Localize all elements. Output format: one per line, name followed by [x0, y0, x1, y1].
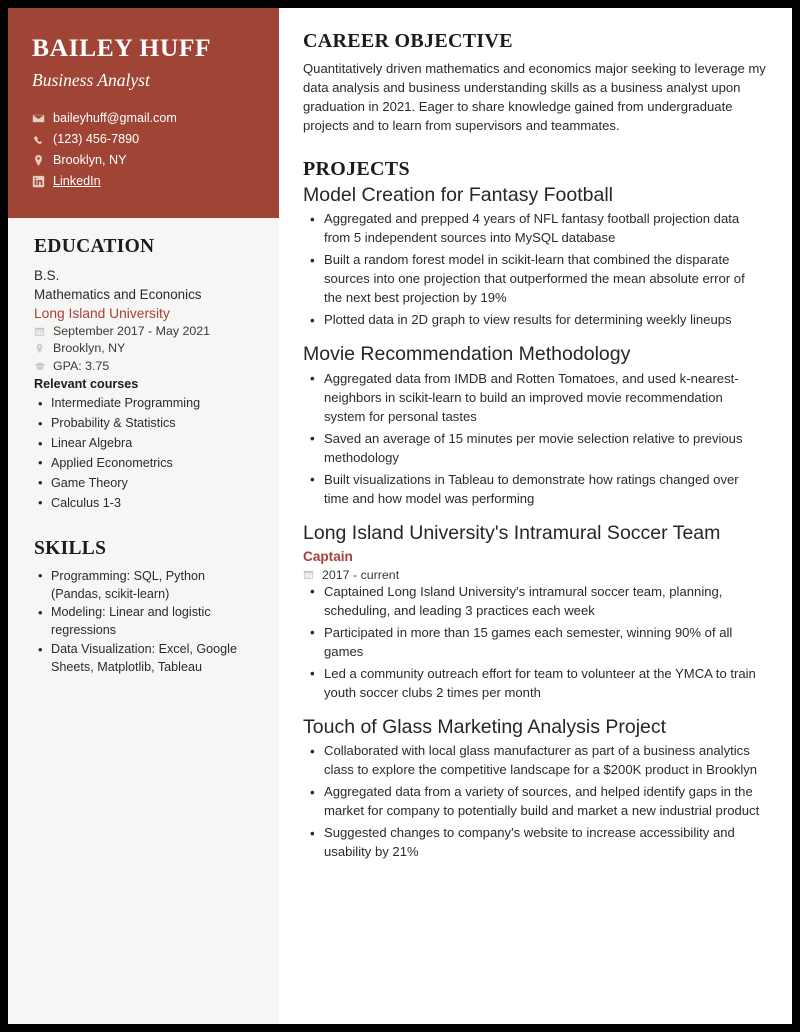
education-heading: EDUCATION	[34, 236, 155, 257]
calendar-icon	[34, 326, 49, 337]
skills-section	[34, 538, 255, 677]
resume-page	[8, 8, 792, 1024]
project-date-label: 2017 - current	[322, 567, 400, 582]
list-item: • Participated in more than 15 games each semester, winning 90% of all games	[303, 624, 766, 662]
location-pin-icon	[32, 154, 49, 167]
phone-icon	[32, 133, 49, 146]
calendar-icon	[303, 569, 318, 580]
sidebar	[8, 8, 279, 1024]
contact-list	[32, 112, 255, 188]
list-item: • Calculus 1-3	[34, 494, 255, 514]
project-date	[303, 569, 766, 581]
education-gpa-label: GPA: 3.75	[53, 358, 110, 373]
relevant-courses-label: Relevant courses	[34, 377, 139, 392]
project-entry	[303, 184, 766, 330]
career-objective-text: Quantitatively driven mathematics and economics major seeking to leverage my data analysis and business understanding skills as a business analyst upon graduation in 2021. Eager to share knowledge gained from undergraduate projects and to learn from supervisors and teammates.	[303, 61, 766, 133]
contact-linkedin-label[interactable]: LinkedIn	[53, 174, 101, 189]
education-location	[34, 342, 255, 354]
list-item: • Linear Algebra	[34, 434, 255, 454]
education-date	[34, 325, 255, 337]
project-title: Model Creation for Fantasy Football	[303, 183, 613, 206]
list-item: • Plotted data in 2D graph to view results for determining weekly lineups	[303, 311, 766, 330]
project-title: Touch of Glass Marketing Analysis Project	[303, 715, 667, 738]
skills-list	[34, 568, 255, 677]
candidate-job-title: Business Analyst	[32, 70, 150, 91]
project-entry	[303, 716, 766, 862]
relevant-courses-list	[34, 394, 255, 513]
graduation-cap-icon	[34, 360, 49, 372]
list-item: • Aggregated data from IMDB and Rotten Tomatoes, and used k-nearest-neighbors in scikit-learn to build an improved movie recommendation system for personal tastes	[303, 370, 766, 427]
list-item: • Data Visualization: Excel, Google Sheets, Matplotlib, Tableau	[34, 641, 255, 677]
career-objective-section	[303, 30, 766, 136]
projects-section	[303, 158, 766, 862]
list-item: • Saved an average of 15 minutes per movie selection relative to previous methodology	[303, 430, 766, 468]
list-item: • Aggregated and prepped 4 years of NFL fantasy football projection data from 5 independent sources into MySQL database	[303, 210, 766, 248]
contact-location-label: Brooklyn, NY	[53, 153, 127, 168]
list-item: • Game Theory	[34, 474, 255, 494]
list-item: • Intermediate Programming	[34, 394, 255, 414]
education-school: Long Island University	[34, 306, 170, 322]
contact-phone-label: (123) 456-7890	[53, 132, 140, 147]
linkedin-icon	[32, 175, 49, 188]
contact-item-email[interactable]	[32, 112, 255, 125]
list-item: • Aggregated data from a variety of sources, and helped identify gaps in the market for company to potentially build and market a new industrial product	[303, 783, 766, 821]
education-gpa	[34, 360, 255, 372]
project-bullets	[303, 583, 766, 703]
project-title: Movie Recommendation Methodology	[303, 343, 631, 366]
project-entry	[303, 522, 766, 703]
location-pin-icon	[34, 343, 49, 354]
education-date-label: September 2017 - May 2021	[53, 324, 211, 339]
sidebar-body	[8, 218, 279, 698]
project-bullets	[303, 210, 766, 330]
contact-item-phone[interactable]	[32, 133, 255, 146]
project-entry	[303, 343, 766, 508]
list-item: • Captained Long Island University's intramural soccer team, planning, scheduling, and leading 3 practices each week	[303, 583, 766, 621]
list-item: • Built visualizations in Tableau to demonstrate how ratings changed over time and how model was performing	[303, 471, 766, 509]
education-section	[34, 236, 255, 514]
contact-item-linkedin[interactable]	[32, 175, 255, 188]
main-content	[279, 8, 792, 1024]
list-item: • Modeling: Linear and logistic regressions	[34, 604, 255, 640]
skills-heading: SKILLS	[34, 537, 107, 559]
contact-email-label: baileyhuff@gmail.com	[53, 111, 177, 126]
list-item: • Applied Econometrics	[34, 454, 255, 474]
list-item: • Built a random forest model in scikit-learn that combined the disparate sources into one projection that outperformed the mean absolute error of the next best projection by 19%	[303, 251, 766, 308]
sidebar-header	[8, 8, 279, 218]
project-role: Captain	[303, 548, 353, 564]
list-item: • Programming: SQL, Python (Pandas, scikit-learn)	[34, 568, 255, 604]
envelope-icon	[32, 112, 49, 125]
project-bullets	[303, 742, 766, 862]
list-item: • Collaborated with local glass manufacturer as part of a business analytics class to explore the competitive landscape for a $200K product in Brooklyn	[303, 742, 766, 780]
contact-item-location	[32, 154, 255, 167]
candidate-name: BAILEY HUFF	[32, 33, 212, 62]
projects-heading: PROJECTS	[303, 157, 410, 180]
education-degree: B.S.	[34, 268, 60, 283]
project-bullets	[303, 370, 766, 509]
list-item: • Probability & Statistics	[34, 414, 255, 434]
career-objective-heading: CAREER OBJECTIVE	[303, 30, 513, 52]
list-item: • Suggested changes to company's website to increase accessibility and usability by 21%	[303, 824, 766, 862]
project-title: Long Island University's Intramural Soccer Team	[303, 521, 721, 544]
education-location-label: Brooklyn, NY	[53, 341, 126, 356]
list-item: • Led a community outreach effort for team to volunteer at the YMCA to train youth soccer clubs 2 times per month	[303, 665, 766, 703]
education-major: Mathematics and Econonics	[34, 287, 202, 303]
